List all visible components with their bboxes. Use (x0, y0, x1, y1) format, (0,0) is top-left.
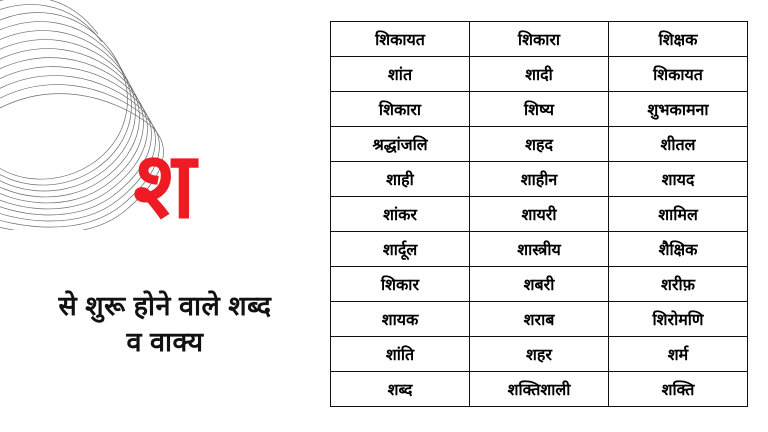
word-cell: शहद (470, 127, 609, 162)
word-cell: शांकर (331, 197, 470, 232)
word-cell: शुभकामना (609, 92, 748, 127)
word-cell: शहर (470, 337, 609, 372)
word-cell: शीतल (609, 127, 748, 162)
table-row (331, 92, 748, 127)
table-row (331, 267, 748, 302)
word-cell: शिष्य (470, 92, 609, 127)
table-row (331, 57, 748, 92)
word-cell: शार्दूल (331, 232, 470, 267)
word-cell: शाही (331, 162, 470, 197)
word-cell: शाहीन (470, 162, 609, 197)
word-cell: शायद (609, 162, 748, 197)
word-cell: शिकायत (609, 57, 748, 92)
word-cell: शामिल (609, 197, 748, 232)
word-cell: शायरी (470, 197, 609, 232)
word-cell: शिकारा (331, 92, 470, 127)
table-row (331, 22, 748, 57)
word-cell: शिक्षक (609, 22, 748, 57)
table-row (331, 127, 748, 162)
right-panel (330, 0, 768, 432)
word-cell: शक्तिशाली (470, 372, 609, 407)
word-cell: शांत (331, 57, 470, 92)
word-cell: शरीफ़ (609, 267, 748, 302)
word-cell: शब्द (331, 372, 470, 407)
word-cell: शर्म (609, 337, 748, 372)
table-row (331, 302, 748, 337)
page-subtitle (0, 288, 330, 361)
table-row (331, 232, 748, 267)
words-table-body (331, 22, 748, 407)
left-panel (0, 0, 330, 432)
word-cell: श्रद्धांजलि (331, 127, 470, 162)
word-cell: शिकारा (470, 22, 609, 57)
page-subtitle-line1: से शुरू होने वाले शब्द (58, 291, 272, 321)
word-cell: शास्त्रीय (470, 232, 609, 267)
word-cell: शबरी (470, 267, 609, 302)
word-cell: शैक्षिक (609, 232, 748, 267)
word-cell: शिकार (331, 267, 470, 302)
word-cell: शराब (470, 302, 609, 337)
word-cell: शायक (331, 302, 470, 337)
word-cell: शिकायत (331, 22, 470, 57)
word-cell: शादी (470, 57, 609, 92)
table-row (331, 337, 748, 372)
table-row (331, 372, 748, 407)
words-table (330, 21, 748, 407)
word-cell: शिरोमणि (609, 302, 748, 337)
word-cell: शक्ति (609, 372, 748, 407)
page-title-letter: श (133, 135, 197, 237)
page-subtitle-line2: व वाक्य (126, 327, 204, 358)
table-row (331, 162, 748, 197)
table-row (331, 197, 748, 232)
word-cell: शांति (331, 337, 470, 372)
